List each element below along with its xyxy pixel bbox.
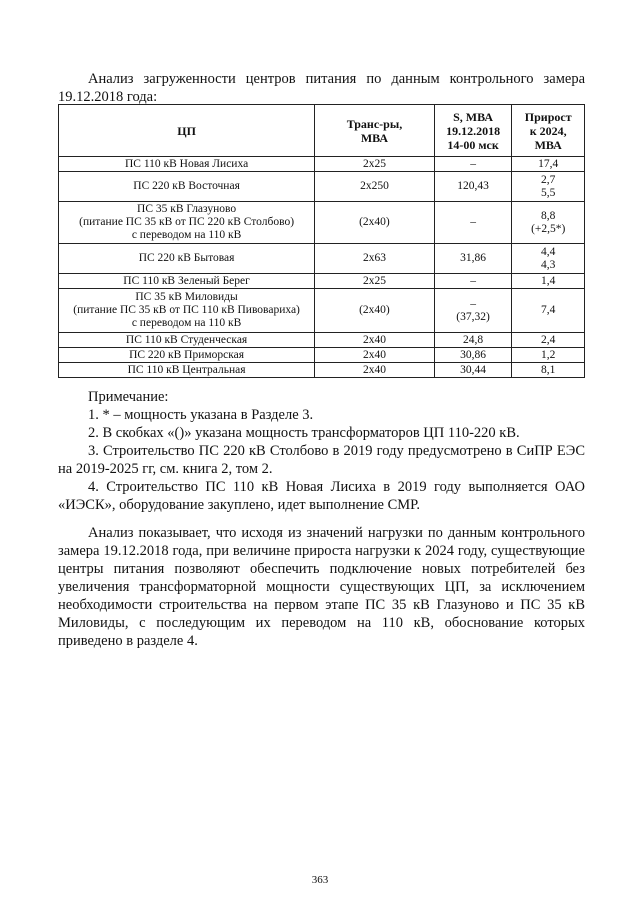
cell-transformers: 2x25 [315,274,435,289]
cell-growth: 17,4 [512,157,585,172]
load-analysis-table [58,104,585,378]
cell-transformers: 2x63 [315,244,435,274]
cell-cp-name: ПС 220 кВ Приморская [59,348,315,363]
cell-cp-name: ПС 35 кВ Миловиды (питание ПС 35 кВ от ПС 110 кВ Пивовариха) с переводом на 110 кВ [59,289,315,333]
table-row [59,333,585,348]
cell-cp-name: ПС 110 кВ Зеленый Берег [59,274,315,289]
cell-growth: 8,1 [512,363,585,378]
cell-load: 30,86 [434,348,512,363]
cell-load: 120,43 [434,172,512,202]
table-row [59,202,585,244]
cell-growth: 7,4 [512,289,585,333]
header-load: S, МВА 19.12.2018 14-00 мск [434,105,512,157]
cell-growth: 2,4 [512,333,585,348]
header-growth: Прирост к 2024, МВА [512,105,585,157]
note-item: 2. В скобках «()» указана мощность трансформаторов ЦП 110-220 кВ. [88,425,520,441]
table-row [59,289,585,333]
cell-transformers: (2x40) [315,202,435,244]
table-row [59,244,585,274]
cell-transformers: 2x25 [315,157,435,172]
cell-cp-name: ПС 110 кВ Центральная [59,363,315,378]
cell-cp-name: ПС 220 кВ Восточная [59,172,315,202]
cell-load: – (37,32) [434,289,512,333]
cell-load: 31,86 [434,244,512,274]
notes-section [58,388,585,514]
cell-load: 30,44 [434,363,512,378]
cell-growth: 4,4 4,3 [512,244,585,274]
note-item: 1. * – мощность указана в Разделе 3. [88,407,314,423]
cell-growth: 1,4 [512,274,585,289]
cell-cp-name: ПС 220 кВ Бытовая [59,244,315,274]
cell-load: – [434,274,512,289]
cell-cp-name: ПС 110 кВ Студенческая [59,333,315,348]
table-row [59,172,585,202]
cell-cp-name: ПС 110 кВ Новая Лисиха [59,157,315,172]
table-row [59,157,585,172]
table-header-row [59,105,585,157]
cell-transformers: 2x40 [315,348,435,363]
intro-paragraph: Анализ загруженности центров питания по данным контрольного замера 19.12.2018 года: [58,71,585,105]
analysis-paragraph: Анализ показывает, что исходя из значений нагрузки по данным контрольного замера 19.12.2018 года, при величине прироста нагрузки к 2024 году, существующие центры питания позволяют обеспечить подключение новых потребителей без увеличения трансформаторной мощности существующих ЦП, за исключением необходимости строительства на первом этапе ПС 35 кВ Глазуново и ПС 35 кВ Миловиды, с последующим их переводом на 110 кВ, обоснование которых приведено в разделе 4. [58,525,585,649]
cell-growth: 2,7 5,5 [512,172,585,202]
table-row [59,274,585,289]
cell-load: – [434,202,512,244]
table-row [59,363,585,378]
page-number: 363 [311,874,329,886]
cell-transformers: 2x250 [315,172,435,202]
table-row [59,348,585,363]
header-transformers: Транс-ры, МВА [315,105,435,157]
note-item: 3. Строительство ПС 220 кВ Столбово в 2019 году предусмотрено в СиПР ЕЭС на 2019-2025 гг, см. книга 2, том 2. [58,443,585,477]
cell-transformers: (2x40) [315,289,435,333]
cell-growth: 8,8 (+2,5*) [512,202,585,244]
notes-title: Примечание: [88,389,169,405]
note-item: 4. Строительство ПС 110 кВ Новая Лисиха в 2019 году выполняется ОАО «ИЭСК», оборудование закуплено, идет выполнение СМР. [58,479,585,513]
cell-cp-name: ПС 35 кВ Глазуново (питание ПС 35 кВ от ПС 220 кВ Столбово) с переводом на 110 кВ [59,202,315,244]
cell-growth: 1,2 [512,348,585,363]
cell-transformers: 2x40 [315,363,435,378]
cell-load: 24,8 [434,333,512,348]
header-cp: ЦП [59,105,315,157]
cell-load: – [434,157,512,172]
cell-transformers: 2x40 [315,333,435,348]
